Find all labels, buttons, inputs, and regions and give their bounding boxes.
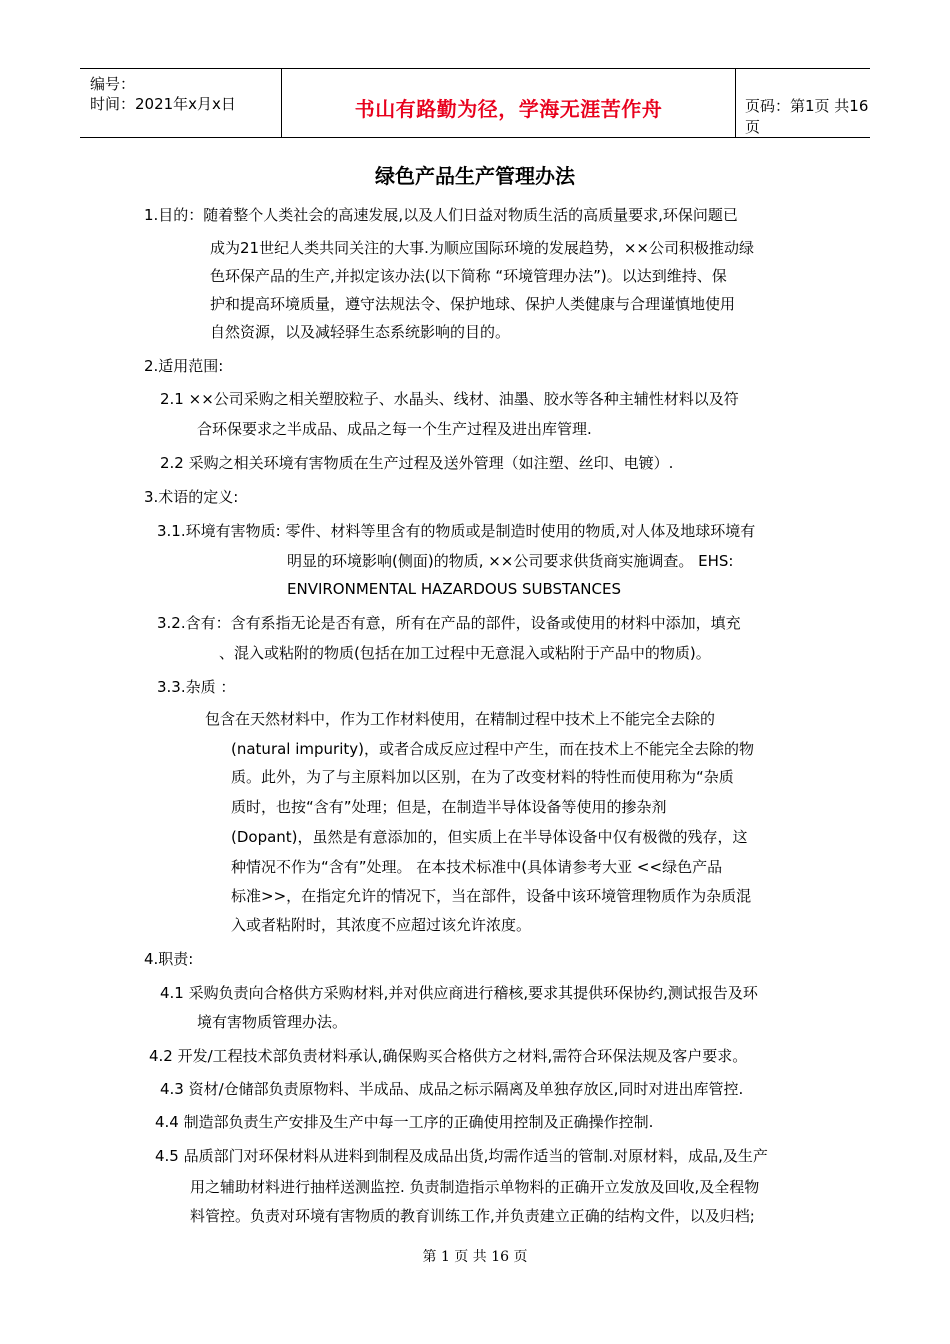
text-line: 、混入或粘附的物质(包括在加工过程中无意混入或粘附于产品中的物质)。 [219,644,711,662]
text-line: 3.1.环境有害物质: 零件、材料等里含有的物质或是制造时使用的物质,对人体及地球环境有 [157,522,756,540]
section-heading: 3.术语的定义: [144,488,239,506]
text-line: 料管控。负责对环境有害物质的教育训练工作,并负责建立正确的结构文件，以及归档; [190,1207,755,1225]
text-line: 4.5 品质部门对环保材料从进料到制程及成品出货,均需作适当的管制.对原材料，成品,及生产 [155,1147,768,1165]
header-page-cell [735,69,870,137]
text-line: 2.2 采购之相关环境有害物质在生产过程及送外管理（如注塑、丝印、电镀）. [160,454,674,472]
text-line: (natural impurity)，或者合成反应过程中产生，而在技术上不能完全去除的物 [231,740,754,758]
document-title: 绿色产品生产管理办法 [375,164,575,188]
text-line: 4.4 制造部负责生产安排及生产中每一工序的正确使用控制及正确操作控制. [155,1113,654,1131]
text-line: 种情况不作为“含有”处理。 在本技术标准中(具体请参考大亚 <<绿色产品 [231,858,723,876]
text-line: 质。此外，为了与主原料加以区别，在为了改变材料的特性而使用称为“杂质 [231,768,734,786]
text-line: 标准>>，在指定允许的情况下，当在部件，设备中该环境管理物质作为杂质混 [231,887,752,905]
text-line: 包含在天然材料中，作为工作材料使用，在精制过程中技术上不能完全去除的 [205,710,716,728]
page-footer: 第 1 页 共 16 页 [422,1249,528,1265]
text-line: 4.3 资材/仓储部负责原物料、半成品、成品之标示隔离及单独存放区,同时对进出库管控. [160,1080,744,1098]
text-line: 境有害物质管理办法。 [197,1013,348,1031]
text-line: 质时，也按“含有”处理；但是，在制造半导体设备等使用的掺杂剂 [231,798,667,816]
text-line: 3.3.杂质 ： [157,678,236,696]
text-line: 合环保要求之半成品、成品之每一个生产过程及进出库管理. [197,420,592,438]
text-line: 3.2.含有：含有系指无论是否有意，所有在产品的部件，设备或使用的材料中添加，填充 [157,614,741,632]
text-line: 用之辅助材料进行抽样送测监控. 负责制造指示单物料的正确开立发放及回收,及全程物 [190,1178,760,1196]
text-line: 成为21世纪人类共同关注的大事.为顺应国际环境的发展趋势，××公司积极推动绿 [210,239,754,257]
text-line: 自然资源，以及减轻驿生态系统影响的目的。 [210,323,511,341]
header-info-cell [80,69,281,137]
text-line: 护和提高环境质量，遵守法规法令、保护地球、保护人类健康与合理谨慎地使用 [210,295,736,313]
header-table [80,68,870,138]
text-line: 4.2 开发/工程技术部负责材料承认,确保购买合格供方之材料,需符合环保法规及客户要求。 [149,1047,748,1065]
text-line: 明显的环境影响(侧面)的物质, ××公司要求供货商实施调查。 EHS: [287,552,734,570]
text-line: (Dopant)，虽然是有意添加的，但实质上在半导体设备中仅有极微的残存，这 [231,828,748,846]
page-info: 页码：第1页 共16页 [745,97,869,136]
motto: 书山有路勤为径，学海无涯苦作舟 [354,97,663,121]
text-line: 1.目的：随着整个人类社会的高速发展,以及人们日益对物质生活的高质量要求,环保问题已 [144,206,738,224]
text-line: 入或者粘附时，其浓度不应超过该允许浓度。 [231,916,532,934]
section-heading: 2.适用范围: [144,357,224,375]
document-number-label: 编号： [90,75,136,93]
document-date: 时间：2021年x月x日 [90,95,236,113]
text-line: 色环保产品的生产,并拟定该办法(以下简称 “环境管理办法”)。以达到维持、保 [210,267,727,285]
section-heading: 4.职责: [144,950,194,968]
text-line: 2.1 ××公司采购之相关塑胶粒子、水晶头、线材、油墨、胶水等各种主辅性材料以及符 [160,390,739,408]
text-line: ENVIRONMENTAL HAZARDOUS SUBSTANCES [287,580,621,598]
header-motto-cell [281,69,736,137]
text-line: 4.1 采购负责向合格供方采购材料,并对供应商进行稽核,要求其提供环保协约,测试报告及环 [160,984,758,1002]
